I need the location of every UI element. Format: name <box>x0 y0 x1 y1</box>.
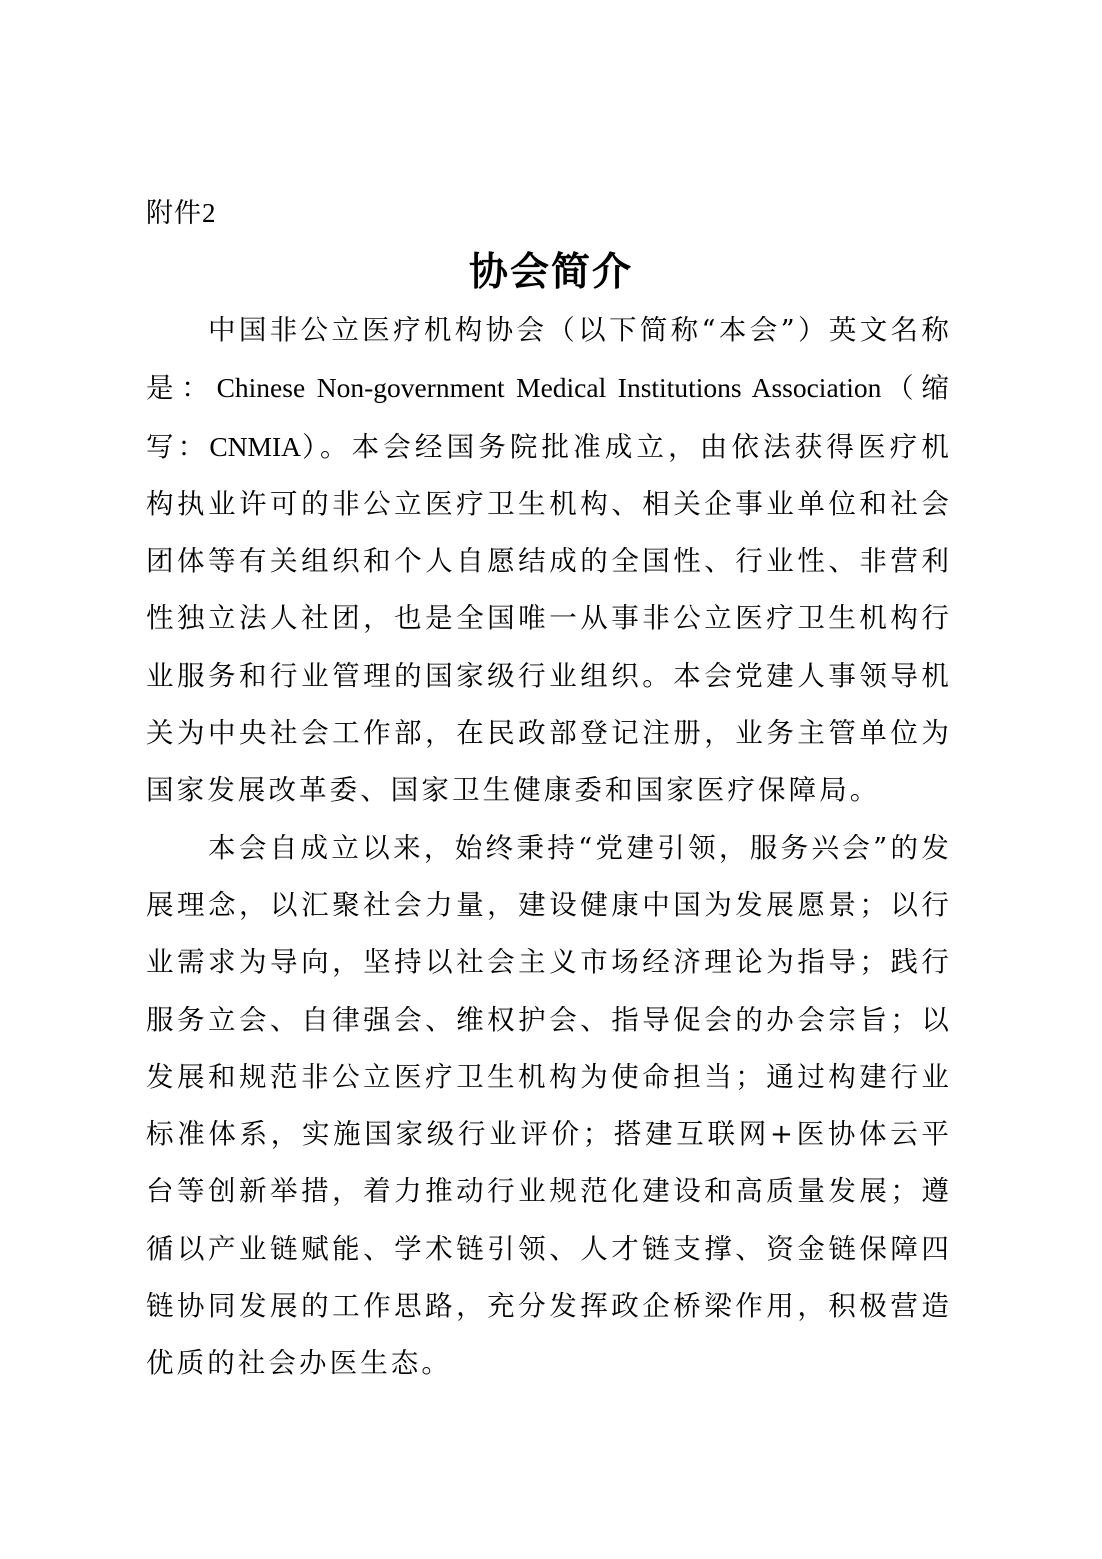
attachment-number: 2 <box>202 198 217 228</box>
intro-text-part-1: 中国非公立医疗机构协会（以下简称“本会”）英文名称是： <box>146 314 952 405</box>
document-body <box>146 302 952 1393</box>
intro-text-part-3: ）。本会经国务院批准成立，由依法获得医疗机构执业许可的非公立医疗卫生机构、相关企事业单位和社会团体等有关组织和个人自愿结成的全国性、行业性、非营利性独立法人社团，也是全国唯一从事非公立医疗卫生机构行业服务和行业管理的国家级行业组织。本会党建人事领导机关为中央社会工作部，在民政部登记注册，业务主管单位为国家发展改革委、国家卫生健康委和国家医疗保障局。 <box>146 430 952 807</box>
intro-text-part-2: （缩写： <box>146 372 952 463</box>
paragraph-mission: 本会自成立以来，始终秉持“党建引领，服务兴会”的发展理念，以汇聚社会力量，建设健康中国为发展愿景；以行业需求为导向，坚持以社会主义市场经济理论为指导；践行服务立会、自律强会、维权护会、指导促会的办会宗旨；以发展和规范非公立医疗卫生机构为使命担当；通过构建行业标准体系，实施国家级行业评价；搭建互联网+医协体云平台等创新举措，着力推动行业规范化建设和高质量发展；遵循以产业链赋能、学术链引领、人才链支撑、资金链保障四链协同发展的工作思路，充分发挥政企桥梁作用，积极营造优质的社会办医生态。 <box>146 831 952 1380</box>
attachment-label-text: 附件 <box>146 198 202 229</box>
abbreviation: CNMIA <box>209 430 301 462</box>
english-name: Chinese Non-government Medical Institutions Association <box>216 372 882 404</box>
paragraph-introduction <box>146 302 952 820</box>
page-title: 协会简介 <box>468 250 633 295</box>
attachment-label <box>146 193 217 234</box>
